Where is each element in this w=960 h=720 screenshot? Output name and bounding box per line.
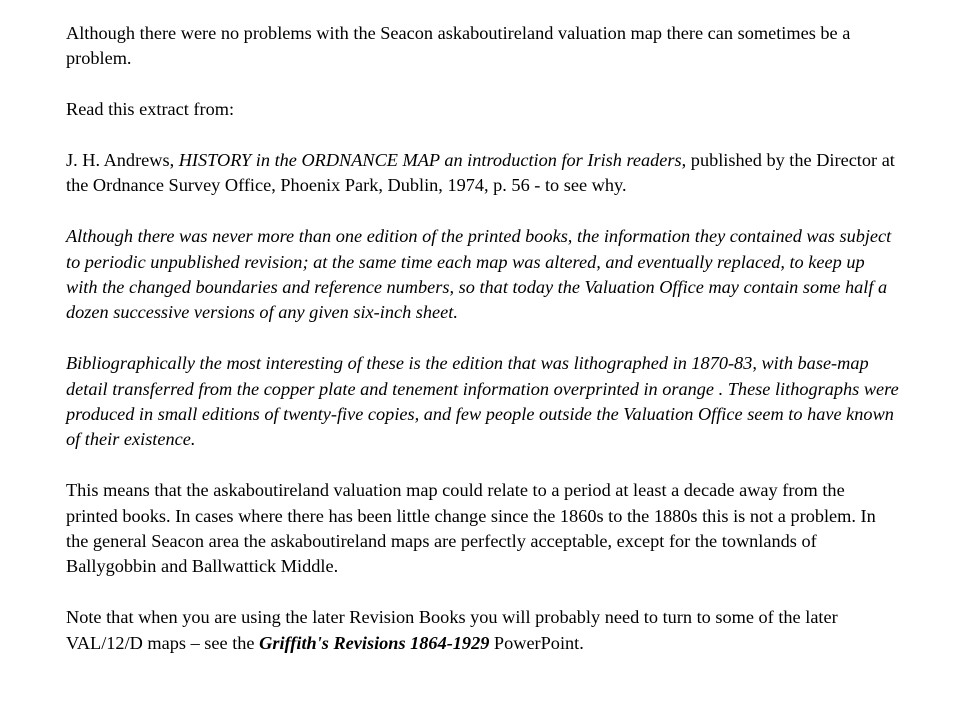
note-suffix: PowerPoint. bbox=[489, 632, 584, 653]
conclusion-paragraph: This means that the askaboutireland valuation map could relate to a period at least a decade away from the printed books. In cases where there has been little change since the 1860s to the 1880s this is not a problem. In the general Seacon area the askaboutireland maps are perfectly acceptable, except for the townlands of Ballygobbin and Ballwattick Middle. bbox=[66, 480, 876, 577]
read-prompt: Read this extract from: bbox=[66, 99, 235, 120]
note-paragraph bbox=[66, 605, 900, 656]
slide-body bbox=[66, 21, 900, 656]
citation-title: HISTORY in the ORDNANCE MAP an introduction for Irish readers bbox=[178, 150, 682, 170]
citation-details: , published by the Director at the Ordnance Survey Office, Phoenix Park, Dublin, 1974, p. 56 - to see why. bbox=[66, 150, 895, 196]
citation-paragraph bbox=[66, 148, 900, 199]
quote-paragraph-1: Although there was never more than one edition of the printed books, the information they contained was subject to periodic unpublished revision; at the same time each map was altered, and eventually replaced, to keep up with the changed boundaries and reference numbers, so that today the Valuation Office may contain some half a dozen successive versions of any given six-inch sheet. bbox=[66, 226, 892, 323]
note-text: Note that when you are using the later Revision Books you will probably need to turn to some of the later VAL/12/D maps – see the bbox=[66, 607, 838, 653]
quote-paragraph-2: Bibliographically the most interesting of these is the edition that was lithographed in 1870-83, with base-map detail transferred from the copper plate and tenement information overprinted in orange . These lithographs were produced in small editions of twenty-five copies, and few people outside the Valuation Office seem to have known of their existence. bbox=[66, 353, 899, 450]
citation-author: J. H. Andrews, bbox=[66, 150, 179, 170]
powerpoint-reference: Griffith's Revisions 1864-1929 bbox=[259, 632, 490, 653]
intro-paragraph: Although there were no problems with the Seacon askaboutireland valuation map there can sometimes be a problem. bbox=[66, 23, 851, 69]
